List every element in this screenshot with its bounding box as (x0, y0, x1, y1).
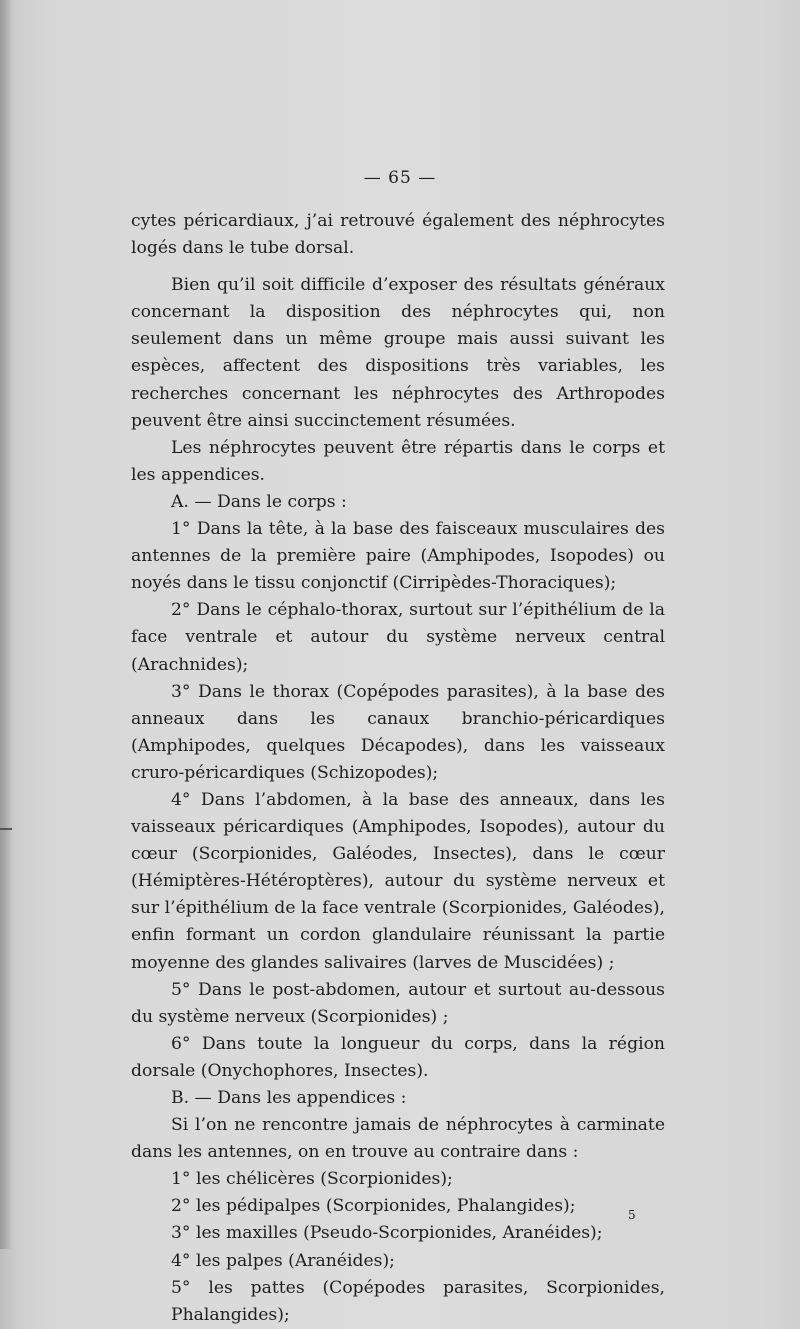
paragraph: A. — Dans le corps : (171, 491, 347, 512)
paragraph: 4° Dans l’abdomen, à la base des anneaux, dans les vaisseaux péricardiques (Amphipodes, Isopodes), autour du cœur (Scorpionides, Galéodes, Insectes), dans le cœur (Hémiptères-Hétéroptères), autour du système nerveux et sur l’épithélium de la face ventrale (Scorpionides, Galéodes), enfin formant un cordon glandulaire réunissant la partie moyenne des glandes salivaires (larves de Muscidées) ; (131, 789, 665, 973)
paragraph: 3° Dans le thorax (Copépodes parasites), à la base des anneaux dans les canaux branchio-péricardiques (Amphipodes, quelques Décapodes), dans les vaisseaux cruro-péricardiques (Schizopodes); (131, 681, 665, 783)
margin-tick-mark (0, 828, 12, 830)
list-item: 2° les pédipalpes (Scorpionides, Phalangides); (171, 1196, 576, 1217)
list-item: 4° les palpes (Aranéides); (171, 1250, 395, 1271)
paragraph: 5° Dans le post-abdomen, autour et surtout au-dessous du système nerveux (Scorpionides) ; (131, 979, 665, 1027)
paragraph: 1° Dans la tête, à la base des faisceaux musculaires des antennes de la première paire (Amphipodes, Isopodes) ou noyés dans le tissu conjonctif (Cirripèdes-Thoraciques); (131, 519, 665, 594)
paragraph: B. — Dans les appendices : (171, 1088, 407, 1108)
paragraph: Les néphrocytes peuvent être répartis dans le corps et les appendices. (131, 437, 665, 485)
paragraph: Bien qu’il soit difficile d’exposer des résultats généraux concernant la disposition des néphrocytes qui, non seulement dans un même groupe mais aussi suivant les espèces, affectent des dispositions très variables, les recherches concernant les néphrocytes des Arthropodes peuvent être ainsi succinctement résumées. (131, 275, 665, 431)
paragraph: cytes péricardiaux, j’ai retrouvé également des néphrocytes logés dans le tube dorsal. (131, 211, 665, 259)
paragraph: 2° Dans le céphalo-thorax, surtout sur l’épithélium de la face ventrale et autour du système nerveux central (Arachnides); (131, 600, 665, 675)
paragraph: 6° Dans toute la longueur du corps, dans la région dorsale (Onychophores, Insectes). (131, 1033, 665, 1081)
page-number-header: — 65 — (363, 168, 437, 188)
paragraph: Si l’on ne rencontre jamais de néphrocytes à carminate dans les antennes, on en trouve au contraire dans : (131, 1115, 665, 1163)
signature-mark: 5 (628, 1208, 636, 1222)
list-item: 5° les pattes (Copépodes parasites, Scorpionides, Phalangides); (171, 1277, 665, 1325)
body-text (131, 208, 665, 1329)
list-item: 1° les chélicères (Scorpionides); (171, 1169, 453, 1190)
list-item: 3° les maxilles (Pseudo-Scorpionides, Aranéides); (171, 1223, 603, 1244)
